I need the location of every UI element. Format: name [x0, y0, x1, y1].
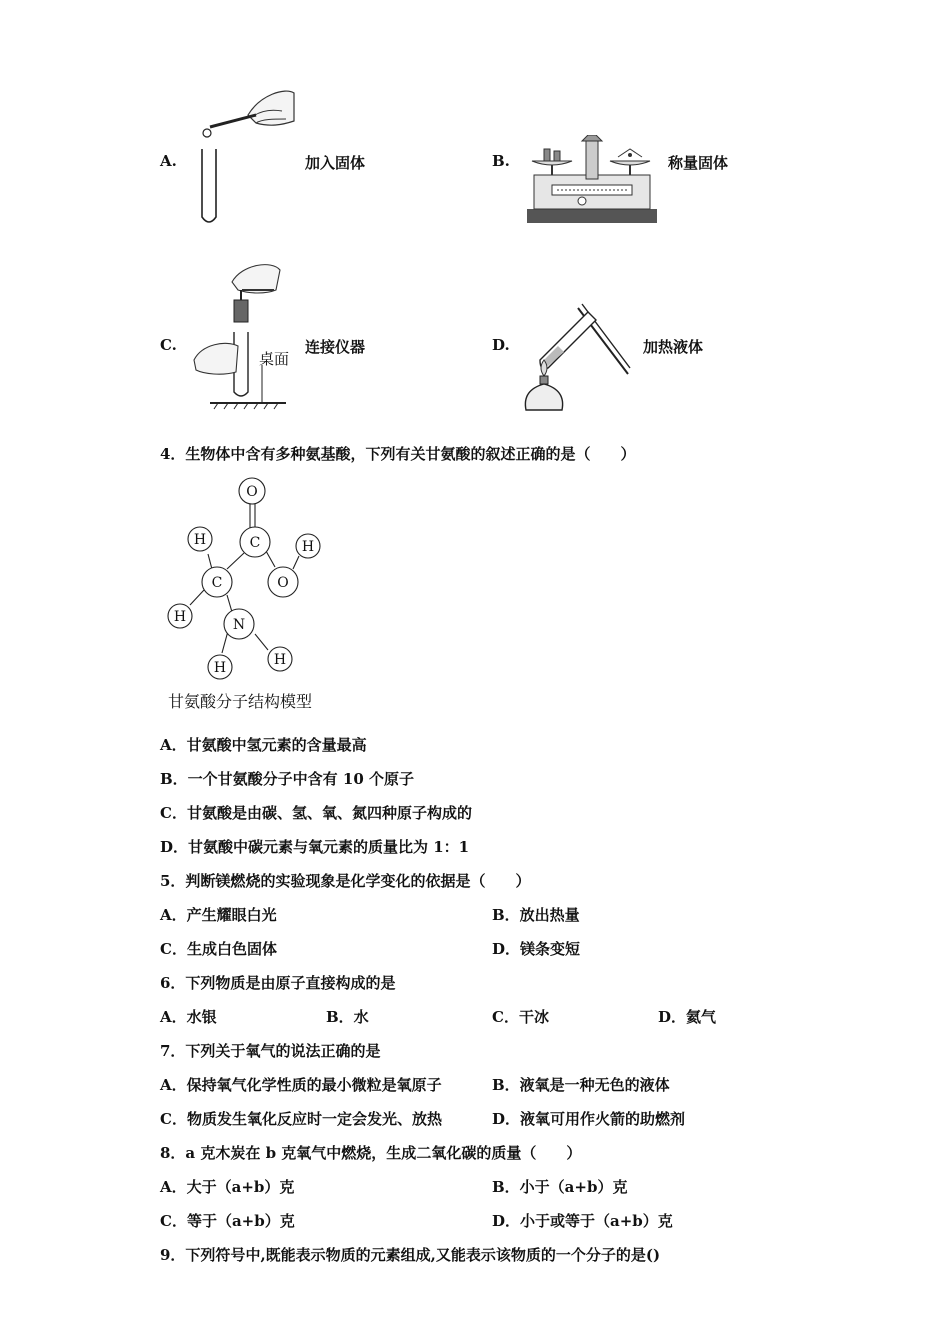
atom-o-top: O	[246, 484, 258, 500]
q7-option-c: C．物质发生氧化反应时一定会发光、放热	[160, 1110, 442, 1128]
heating-liquid-illustration	[518, 298, 633, 416]
balance-scale-illustration	[522, 135, 662, 227]
q4-option-b: B．一个甘氨酸分子中含有 10 个原子	[160, 770, 414, 788]
q4-option-c: C．甘氨酸是由碳、氢、氧、氮四种原子构成的	[160, 804, 472, 822]
q6-option-c: C．干冰	[492, 1008, 549, 1026]
question-7-stem: 7．下列关于氧气的说法正确的是	[160, 1042, 381, 1060]
q8-option-c: C．等于（a+b）克	[160, 1212, 295, 1230]
atom-c-top: C	[249, 535, 261, 551]
table-label: 桌面	[259, 350, 290, 368]
question-8-stem: 8．a 克木炭在 b 克氧气中燃烧，生成二氧化碳的质量（ ）	[160, 1144, 582, 1162]
atom-h-bottom-right: H	[273, 652, 287, 668]
atom-h-bottom-left: H	[213, 660, 227, 676]
atom-o-right: O	[277, 575, 289, 591]
q8-option-d: D．小于或等于（a+b）克	[492, 1212, 673, 1230]
atom-h-left: H	[173, 609, 187, 625]
atom-n: N	[232, 617, 246, 633]
option-letter: C.	[160, 336, 177, 354]
question-5-stem: 5．判断镁燃烧的实验现象是化学变化的依据是（ ）	[160, 872, 531, 890]
option-caption: 加入固体	[305, 154, 366, 172]
q6-option-d: D．氦气	[658, 1008, 717, 1026]
option-caption: 连接仪器	[305, 338, 366, 356]
glycine-molecule-diagram	[160, 472, 360, 717]
question-6-stem: 6．下列物质是由原子直接构成的是	[160, 974, 396, 992]
dropper-adding-solid-illustration	[190, 85, 300, 230]
q7-option-a: A．保持氧气化学性质的最小微粒是氧原子	[160, 1076, 442, 1094]
option-caption: 称量固体	[668, 154, 729, 172]
question-9-stem: 9．下列符号中,既能表示物质的元素组成,又能表示该物质的一个分子的是()	[160, 1246, 661, 1264]
q6-option-a: A．水银	[160, 1008, 217, 1026]
q6-option-b: B．水	[326, 1008, 369, 1026]
question-4-stem: 4．生物体中含有多种氨基酸，下列有关甘氨酸的叙述正确的是（ ）	[160, 445, 636, 463]
q8-option-b: B．小于（a+b）克	[492, 1178, 628, 1196]
q4-option-d: D．甘氨酸中碳元素与氧元素的质量比为 1：1	[160, 838, 470, 856]
connecting-apparatus-illustration	[192, 260, 292, 410]
option-caption: 加热液体	[643, 338, 704, 356]
q5-option-c: C．生成白色固体	[160, 940, 277, 958]
option-letter: D.	[492, 336, 510, 354]
q7-option-d: D．液氧可用作火箭的助燃剂	[492, 1110, 686, 1128]
q7-option-b: B．液氧是一种无色的液体	[492, 1076, 670, 1094]
atom-h-left-top: H	[193, 532, 207, 548]
option-letter: B.	[492, 152, 510, 170]
atom-h-right: H	[301, 539, 315, 555]
q5-option-d: D．镁条变短	[492, 940, 581, 958]
atom-c-mid: C	[211, 575, 223, 591]
diagram-caption: 甘氨酸分子结构模型	[168, 692, 313, 711]
q4-option-a: A．甘氨酸中氢元素的含量最高	[160, 736, 367, 754]
q8-option-a: A．大于（a+b）克	[160, 1178, 295, 1196]
q5-option-a: A．产生耀眼白光	[160, 906, 277, 924]
q5-option-b: B．放出热量	[492, 906, 580, 924]
option-letter: A.	[160, 152, 177, 170]
